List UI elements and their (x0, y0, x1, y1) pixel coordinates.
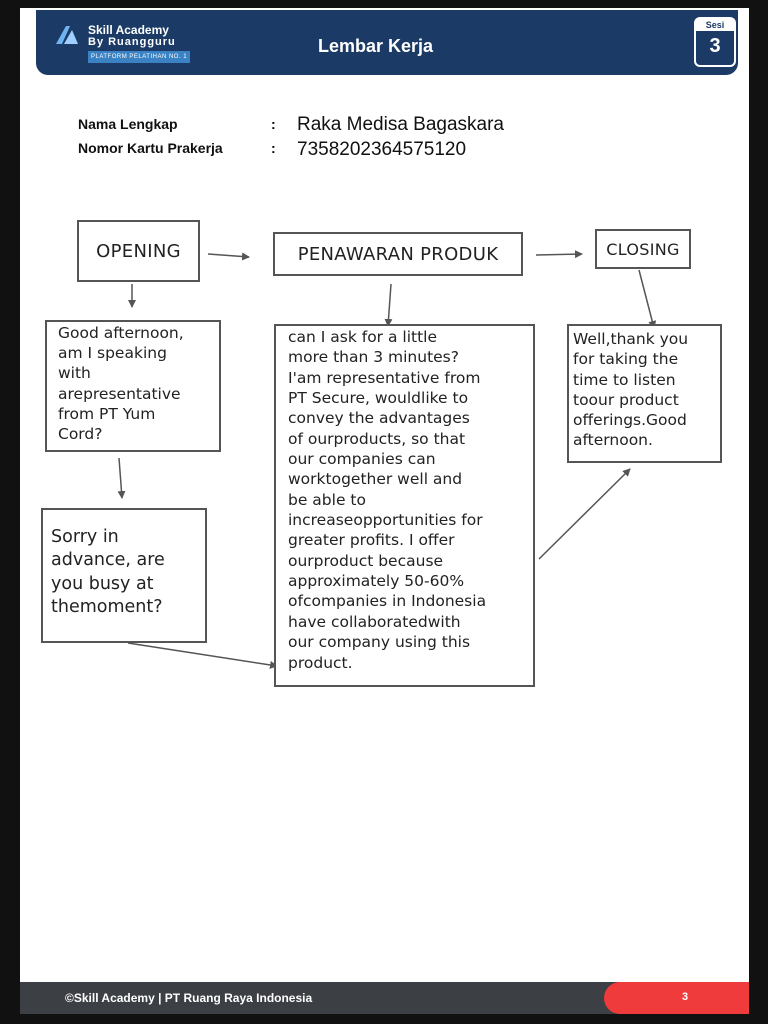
arrow-closing-down (639, 270, 654, 328)
brand-subname: By Ruangguru (88, 36, 176, 48)
footer-bar (20, 982, 749, 1014)
page-number: 3 (682, 991, 689, 1003)
page-title: Lembar Kerja (318, 36, 434, 56)
offer-body-text: can I ask for a little more than 3 minutes? I'am representative from PT Secure, wouldlike to convey the advantages of ourproducts, so that our companies can worktogether well and be able to increaseopportunities for greater profits. I offer ourproduct because approximately 50-60% ofcompanies in Indonesia have collaboratedwith our company using this product. (288, 328, 487, 672)
session-number: 3 (709, 35, 721, 57)
card-number-value: 7358202364575120 (297, 139, 467, 160)
brand-name: Skill Academy (88, 23, 169, 37)
arrow-offer-down (388, 284, 391, 326)
card-number-colon: : (271, 140, 276, 156)
opening-box: OPENING (77, 220, 200, 282)
name-colon: : (271, 116, 276, 132)
opening-question-text: Sorry in advance, are you busy at themoment? (51, 527, 165, 617)
arrow-question-to-offer (128, 643, 277, 666)
name-value: Raka Medisa Bagaskara (297, 114, 504, 135)
arrow-greeting-down (119, 458, 122, 498)
closing-body-text: Well,thank you for taking the time to listen toour product offerings.Good afternoon. (573, 330, 689, 450)
card-number-label: Nomor Kartu Prakerja (78, 140, 223, 156)
footer-page-tab (604, 982, 749, 1014)
footer-copyright: ©Skill Academy | PT Ruang Raya Indonesia (65, 991, 313, 1005)
name-label: Nama Lengkap (78, 116, 178, 132)
arrow-offer-to-closing (536, 254, 582, 255)
arrow-offer-to-closing-body (539, 469, 630, 559)
arrow-opening-to-offer (208, 254, 249, 257)
closing-box: CLOSING (595, 229, 691, 269)
opening-greeting-text: Good afternoon, am I speaking with arepresentative from PT Yum Cord? (58, 324, 184, 444)
brand-tagline: PLATFORM PELATIHAN NO. 1 (88, 51, 190, 63)
offer-box: PENAWARAN PRODUK (273, 232, 523, 276)
worksheet-page (20, 8, 749, 1014)
session-label: Sesi (696, 19, 734, 31)
